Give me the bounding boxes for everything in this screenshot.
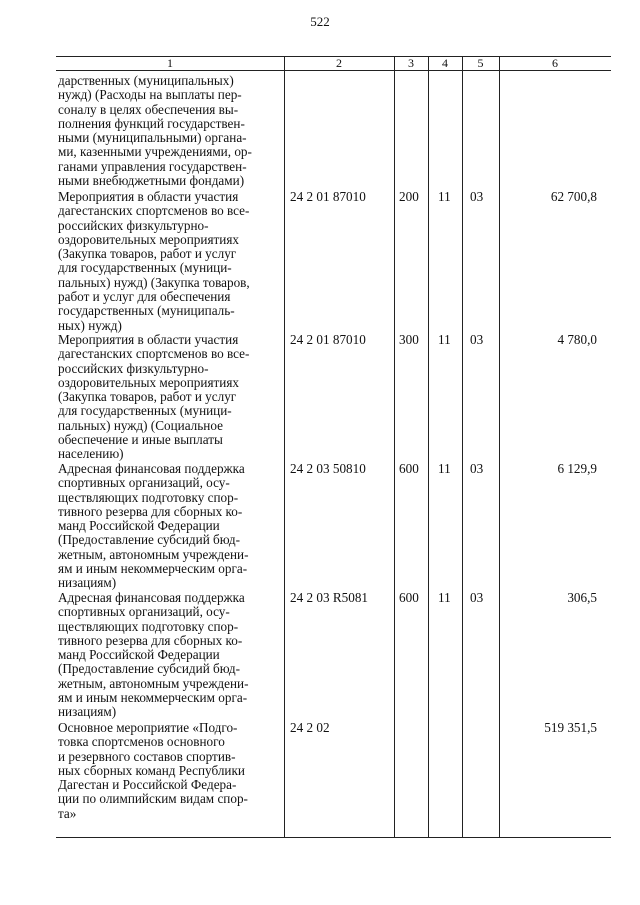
column-divider bbox=[394, 57, 395, 837]
description-line: ществляющих подготовку спор- bbox=[58, 489, 239, 505]
header-col-3: 3 bbox=[408, 56, 414, 70]
description-line: нужд) (Расходы на выплаты пер- bbox=[58, 87, 242, 103]
description-line: тивного резерва для сборных ко- bbox=[58, 632, 243, 648]
description-line: ных) нужд) bbox=[58, 317, 122, 333]
expense-type-code: 600 bbox=[399, 590, 419, 605]
description-line: ными (муниципальными) органа- bbox=[58, 130, 247, 146]
description-line: пальных) нужд) (Социальное bbox=[58, 417, 223, 433]
description-line: обеспечение и иные выплаты bbox=[58, 432, 223, 448]
description-line: дагестанских спортсменов во все- bbox=[58, 203, 250, 219]
description-line: государственных (муниципаль- bbox=[58, 303, 235, 319]
description-line: Адресная финансовая поддержка bbox=[58, 461, 245, 476]
description-line: оздоровительных мероприятиях bbox=[58, 231, 239, 247]
column-divider bbox=[284, 57, 285, 837]
description-line: полнения функций государствен- bbox=[58, 115, 245, 131]
description-line: российских физкультурно- bbox=[58, 217, 209, 233]
description-line: ными внебюджетными фондами) bbox=[58, 173, 245, 189]
description-line: (Закупка товаров, работ и услуг bbox=[58, 246, 237, 262]
description-line: оздоровительных мероприятиях bbox=[58, 374, 239, 390]
description-line: (Закупка товаров, работ и услуг bbox=[58, 389, 237, 405]
description-line: манд Российской Федерации bbox=[58, 647, 220, 663]
section-code: 11 bbox=[438, 189, 451, 204]
column-divider bbox=[499, 57, 500, 837]
description-line: низациям) bbox=[58, 575, 117, 591]
section-code: 11 bbox=[438, 590, 451, 605]
header-col-4: 4 bbox=[442, 56, 448, 70]
row-description bbox=[58, 591, 284, 720]
header-col-6: 6 bbox=[552, 56, 558, 70]
description-line: и резервного составов спортив- bbox=[58, 748, 236, 764]
description-line: для государственных (муници- bbox=[58, 260, 232, 276]
description-line: Мероприятия в области участия bbox=[58, 332, 239, 347]
amount: 519 351,5 bbox=[544, 720, 597, 735]
description-line: Мероприятия в области участия bbox=[58, 189, 239, 204]
section-code: 11 bbox=[438, 332, 451, 347]
description-line: пальных) нужд) (Закупка товаров, bbox=[58, 274, 250, 290]
description-line: соналу в целях обеспечения вы- bbox=[58, 101, 239, 117]
expense-type-code: 200 bbox=[399, 189, 419, 204]
target-article-code: 24 2 01 87010 bbox=[290, 332, 366, 347]
header-col-5: 5 bbox=[477, 56, 484, 70]
description-line: спортивных организаций, осу- bbox=[58, 475, 230, 491]
header-col-2: 2 bbox=[336, 56, 342, 70]
description-line: манд Российской Федерации bbox=[58, 518, 220, 534]
description-line: жетным, автономным учреждени- bbox=[58, 675, 249, 691]
description-line: (Предоставление субсидий бюд- bbox=[58, 532, 241, 548]
target-article-code: 24 2 03 R5081 bbox=[290, 590, 369, 605]
description-line: (Предоставление субсидий бюд- bbox=[58, 661, 241, 677]
header-divider bbox=[56, 70, 611, 71]
expense-type-code: 300 bbox=[399, 332, 419, 347]
description-line: Адресная финансовая поддержка bbox=[58, 590, 245, 605]
row-description bbox=[58, 190, 284, 333]
description-line: ми, казенными учреждениями, ор- bbox=[58, 144, 252, 160]
description-line: населению) bbox=[58, 446, 124, 462]
description-line: ганами управления государствен- bbox=[58, 158, 247, 174]
column-divider bbox=[462, 57, 463, 837]
description-line: низациям) bbox=[58, 704, 117, 720]
target-article-code: 24 2 02 bbox=[290, 720, 330, 735]
description-line: товка спортсменов основного bbox=[58, 734, 225, 750]
row-description bbox=[58, 74, 284, 188]
row-description bbox=[58, 333, 284, 462]
amount: 4 780,0 bbox=[557, 332, 597, 347]
description-line: ных сборных команд Республики bbox=[58, 762, 245, 778]
subsection-code: 03 bbox=[470, 189, 484, 204]
row-description bbox=[58, 462, 284, 591]
description-line: тивного резерва для сборных ко- bbox=[58, 503, 243, 519]
section-code: 11 bbox=[438, 461, 451, 476]
expense-type-code: 600 bbox=[399, 461, 419, 476]
page-number: 522 bbox=[310, 14, 330, 29]
subsection-code: 03 bbox=[470, 461, 484, 476]
budget-table bbox=[56, 56, 611, 838]
description-line: Дагестан и Российской Федера- bbox=[58, 777, 237, 793]
description-line: Основное мероприятие «Подго- bbox=[58, 720, 238, 735]
header-col-1: 1 bbox=[167, 56, 173, 70]
description-line: та» bbox=[58, 805, 77, 821]
description-line: спортивных организаций, осу- bbox=[58, 604, 230, 620]
description-line: российских физкультурно- bbox=[58, 360, 209, 376]
amount: 306,5 bbox=[567, 590, 597, 605]
description-line: для государственных (муници- bbox=[58, 403, 232, 419]
subsection-code: 03 bbox=[470, 590, 484, 605]
description-line: дагестанских спортсменов во все- bbox=[58, 346, 250, 362]
target-article-code: 24 2 03 50810 bbox=[290, 461, 366, 476]
column-divider bbox=[428, 57, 429, 837]
amount: 62 700,8 bbox=[550, 189, 597, 204]
target-article-code: 24 2 01 87010 bbox=[290, 189, 366, 204]
description-line: работ и услуг для обеспечения bbox=[58, 289, 231, 305]
description-line: ществляющих подготовку спор- bbox=[58, 618, 239, 634]
description-line: ям и иным некоммерческим орга- bbox=[58, 690, 248, 706]
description-line: ции по олимпийским видам спор- bbox=[58, 791, 248, 807]
amount: 6 129,9 bbox=[557, 461, 597, 476]
description-line: ям и иным некоммерческим орга- bbox=[58, 561, 248, 577]
description-line: дарственных (муниципальных) bbox=[58, 73, 234, 88]
description-line: жетным, автономным учреждени- bbox=[58, 546, 249, 562]
subsection-code: 03 bbox=[470, 332, 484, 347]
row-description bbox=[58, 721, 284, 821]
